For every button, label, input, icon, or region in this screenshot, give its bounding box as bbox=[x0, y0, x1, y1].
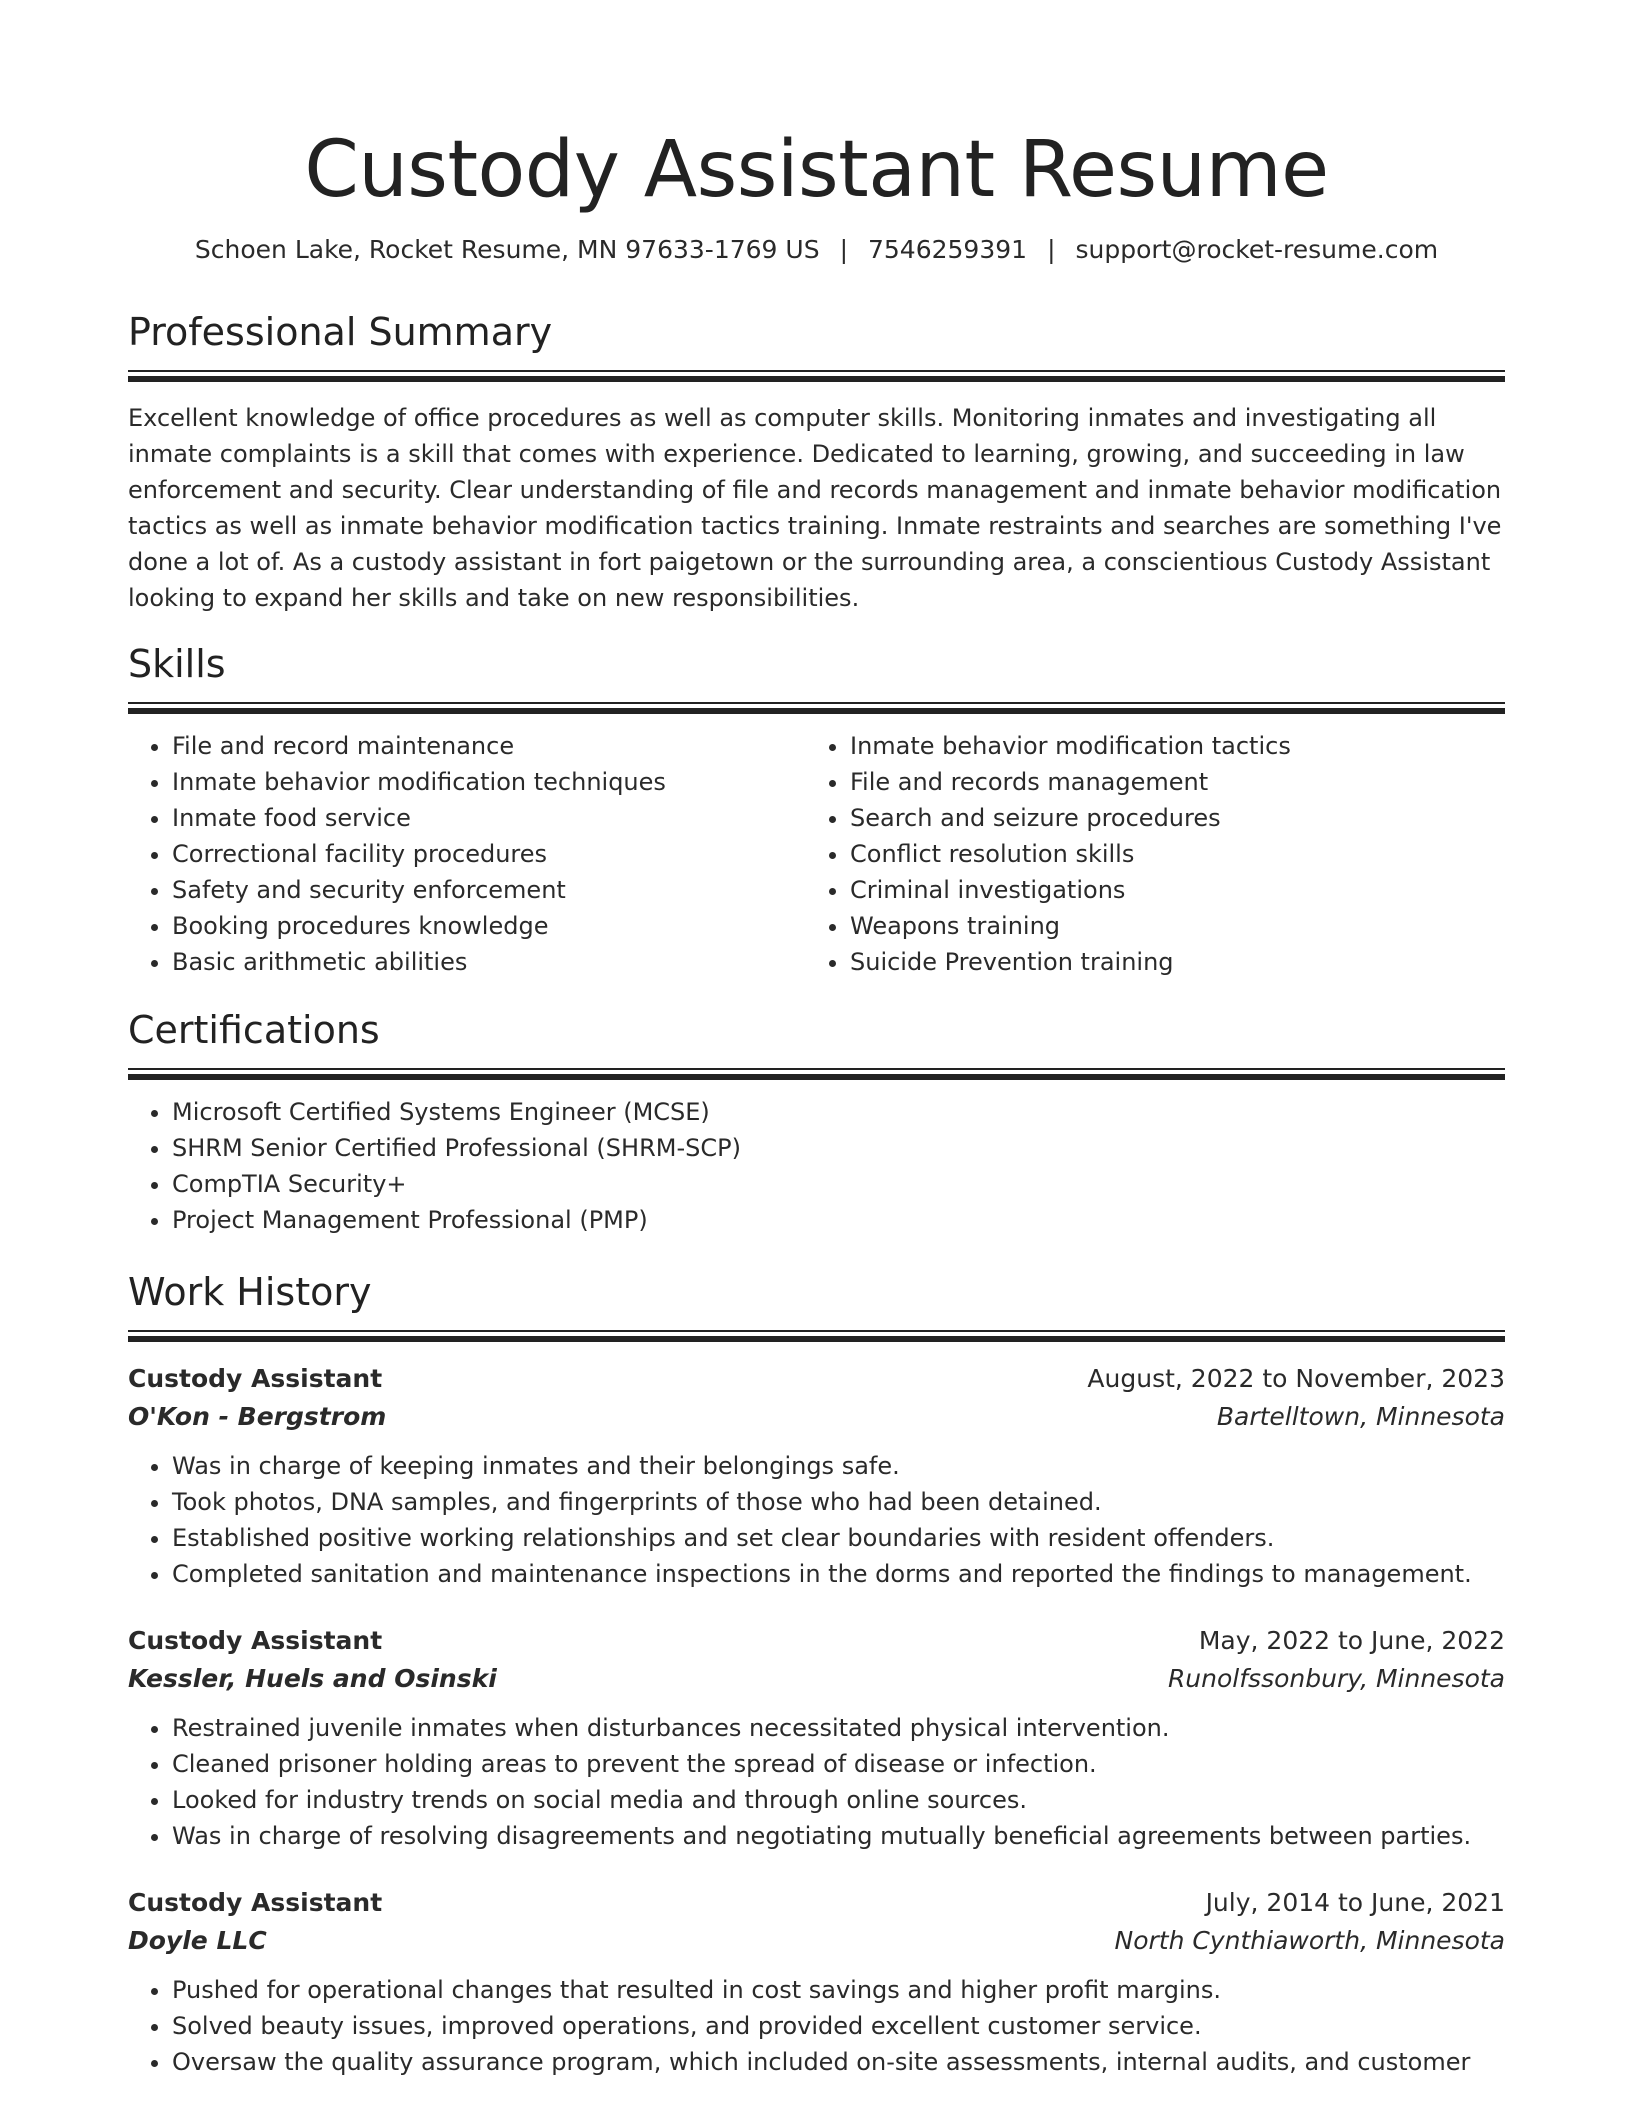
job-location: North Cynthiaworth, Minnesota bbox=[1114, 1926, 1505, 1955]
job-bullet: • Cleaned prisoner holding areas to prevent the spread of disease or infection. bbox=[172, 1746, 1505, 1782]
job-dates: May, 2022 to June, 2022 bbox=[1198, 1626, 1505, 1655]
skill-item: • Safety and security enforcement bbox=[172, 872, 806, 908]
job-entry bbox=[128, 1884, 1505, 2080]
skill-item: • Inmate behavior modification tactics bbox=[850, 728, 1484, 764]
contact-address: Schoen Lake, Rocket Resume, MN 97633-1769 US bbox=[194, 235, 820, 264]
job-dates: August, 2022 to November, 2023 bbox=[1087, 1364, 1505, 1393]
contact-separator: | bbox=[1047, 235, 1056, 264]
skill-item: • Weapons training bbox=[850, 908, 1484, 944]
job-title: Custody Assistant bbox=[128, 1626, 383, 1655]
section-heading-skills: Skills bbox=[128, 642, 226, 686]
work-history-section bbox=[128, 1268, 1505, 2080]
section-heading-certifications: Certifications bbox=[128, 1008, 380, 1052]
skill-item: • File and record maintenance bbox=[172, 728, 806, 764]
resume-title: Custody Assistant Resume bbox=[304, 125, 1329, 215]
certification-item: • CompTIA Security+ bbox=[172, 1166, 1505, 1202]
section-divider bbox=[128, 1330, 1505, 1340]
skill-item: • Correctional facility procedures bbox=[172, 836, 806, 872]
skills-section bbox=[128, 640, 1505, 980]
skill-item: • Booking procedures knowledge bbox=[172, 908, 806, 944]
job-dates: July, 2014 to June, 2021 bbox=[1205, 1888, 1505, 1917]
section-divider bbox=[128, 370, 1505, 380]
job-location: Runolfssonbury, Minnesota bbox=[1167, 1664, 1505, 1693]
summary-text: Excellent knowledge of office procedures as well as computer skills. Monitoring inmates and investigating all inmate complaints is a skill that comes with experience. Dedicated to learning, growing, and succeeding in law enforcement and security. Clear understanding of file and records management and inmate behavior modification tactics as well as inmate behavior modification tactics training. Inmate restraints and searches are something I've done a lot of. As a custody assistant in fort paigetown or the surrounding area, a conscientious Custody Assistant looking to expand her skills and take on new responsibilities. bbox=[128, 404, 1502, 612]
certification-item: • SHRM Senior Certified Professional (SHRM-SCP) bbox=[172, 1130, 1505, 1166]
skills-column-right bbox=[806, 728, 1484, 980]
skills-grid bbox=[128, 728, 1505, 980]
section-heading-work-history: Work History bbox=[128, 1270, 372, 1314]
skill-item: • Conflict resolution skills bbox=[850, 836, 1484, 872]
job-title: Custody Assistant bbox=[128, 1888, 383, 1917]
job-bullet: • Restrained juvenile inmates when disturbances necessitated physical intervention. bbox=[172, 1710, 1505, 1746]
skill-item: • Suicide Prevention training bbox=[850, 944, 1484, 980]
job-company: Doyle LLC bbox=[128, 1926, 267, 1955]
job-bullet: • Solved beauty issues, improved operations, and provided excellent customer service. bbox=[172, 2008, 1505, 2044]
job-company: O'Kon - Bergstrom bbox=[128, 1402, 387, 1431]
summary-section bbox=[128, 308, 1505, 616]
skill-item: • Basic arithmetic abilities bbox=[172, 944, 806, 980]
skill-item: • Criminal investigations bbox=[850, 872, 1484, 908]
job-bullet: • Looked for industry trends on social media and through online sources. bbox=[172, 1782, 1505, 1818]
section-divider bbox=[128, 1068, 1505, 1078]
skill-item: • Search and seizure procedures bbox=[850, 800, 1484, 836]
certifications-section bbox=[128, 1006, 1505, 1238]
contact-separator: | bbox=[839, 235, 848, 264]
job-bullet: • Was in charge of keeping inmates and their belongings safe. bbox=[172, 1448, 1505, 1484]
job-bullet: • Was in charge of resolving disagreements and negotiating mutually beneficial agreements between parties. bbox=[172, 1818, 1505, 1854]
section-heading-summary: Professional Summary bbox=[128, 310, 553, 354]
certifications-list bbox=[128, 1094, 1505, 1238]
contact-line bbox=[128, 234, 1505, 266]
job-entry bbox=[128, 1622, 1505, 1854]
skills-column-left bbox=[128, 728, 806, 980]
job-entry bbox=[128, 1360, 1505, 1592]
job-bullet: • Oversaw the quality assurance program, which included on-site assessments, internal audits, and customer bbox=[172, 2044, 1505, 2080]
certification-item: • Microsoft Certified Systems Engineer (MCSE) bbox=[172, 1094, 1505, 1130]
skill-item: • Inmate food service bbox=[172, 800, 806, 836]
job-bullet: • Established positive working relationships and set clear boundaries with resident offenders. bbox=[172, 1520, 1505, 1556]
resume-page bbox=[128, 0, 1505, 2080]
job-company: Kessler, Huels and Osinski bbox=[128, 1664, 497, 1693]
job-location: Bartelltown, Minnesota bbox=[1216, 1402, 1505, 1431]
contact-email: support@rocket-resume.com bbox=[1075, 235, 1439, 264]
certification-item: • Project Management Professional (PMP) bbox=[172, 1202, 1505, 1238]
section-divider bbox=[128, 702, 1505, 712]
contact-phone: 7546259391 bbox=[868, 235, 1028, 264]
job-bullet: • Took photos, DNA samples, and fingerprints of those who had been detained. bbox=[172, 1484, 1505, 1520]
job-bullet: • Completed sanitation and maintenance inspections in the dorms and reported the findings to management. bbox=[172, 1556, 1505, 1592]
skill-item: • File and records management bbox=[850, 764, 1484, 800]
job-title: Custody Assistant bbox=[128, 1364, 383, 1393]
skill-item: • Inmate behavior modification techniques bbox=[172, 764, 806, 800]
job-bullet: • Pushed for operational changes that resulted in cost savings and higher profit margins. bbox=[172, 1972, 1505, 2008]
